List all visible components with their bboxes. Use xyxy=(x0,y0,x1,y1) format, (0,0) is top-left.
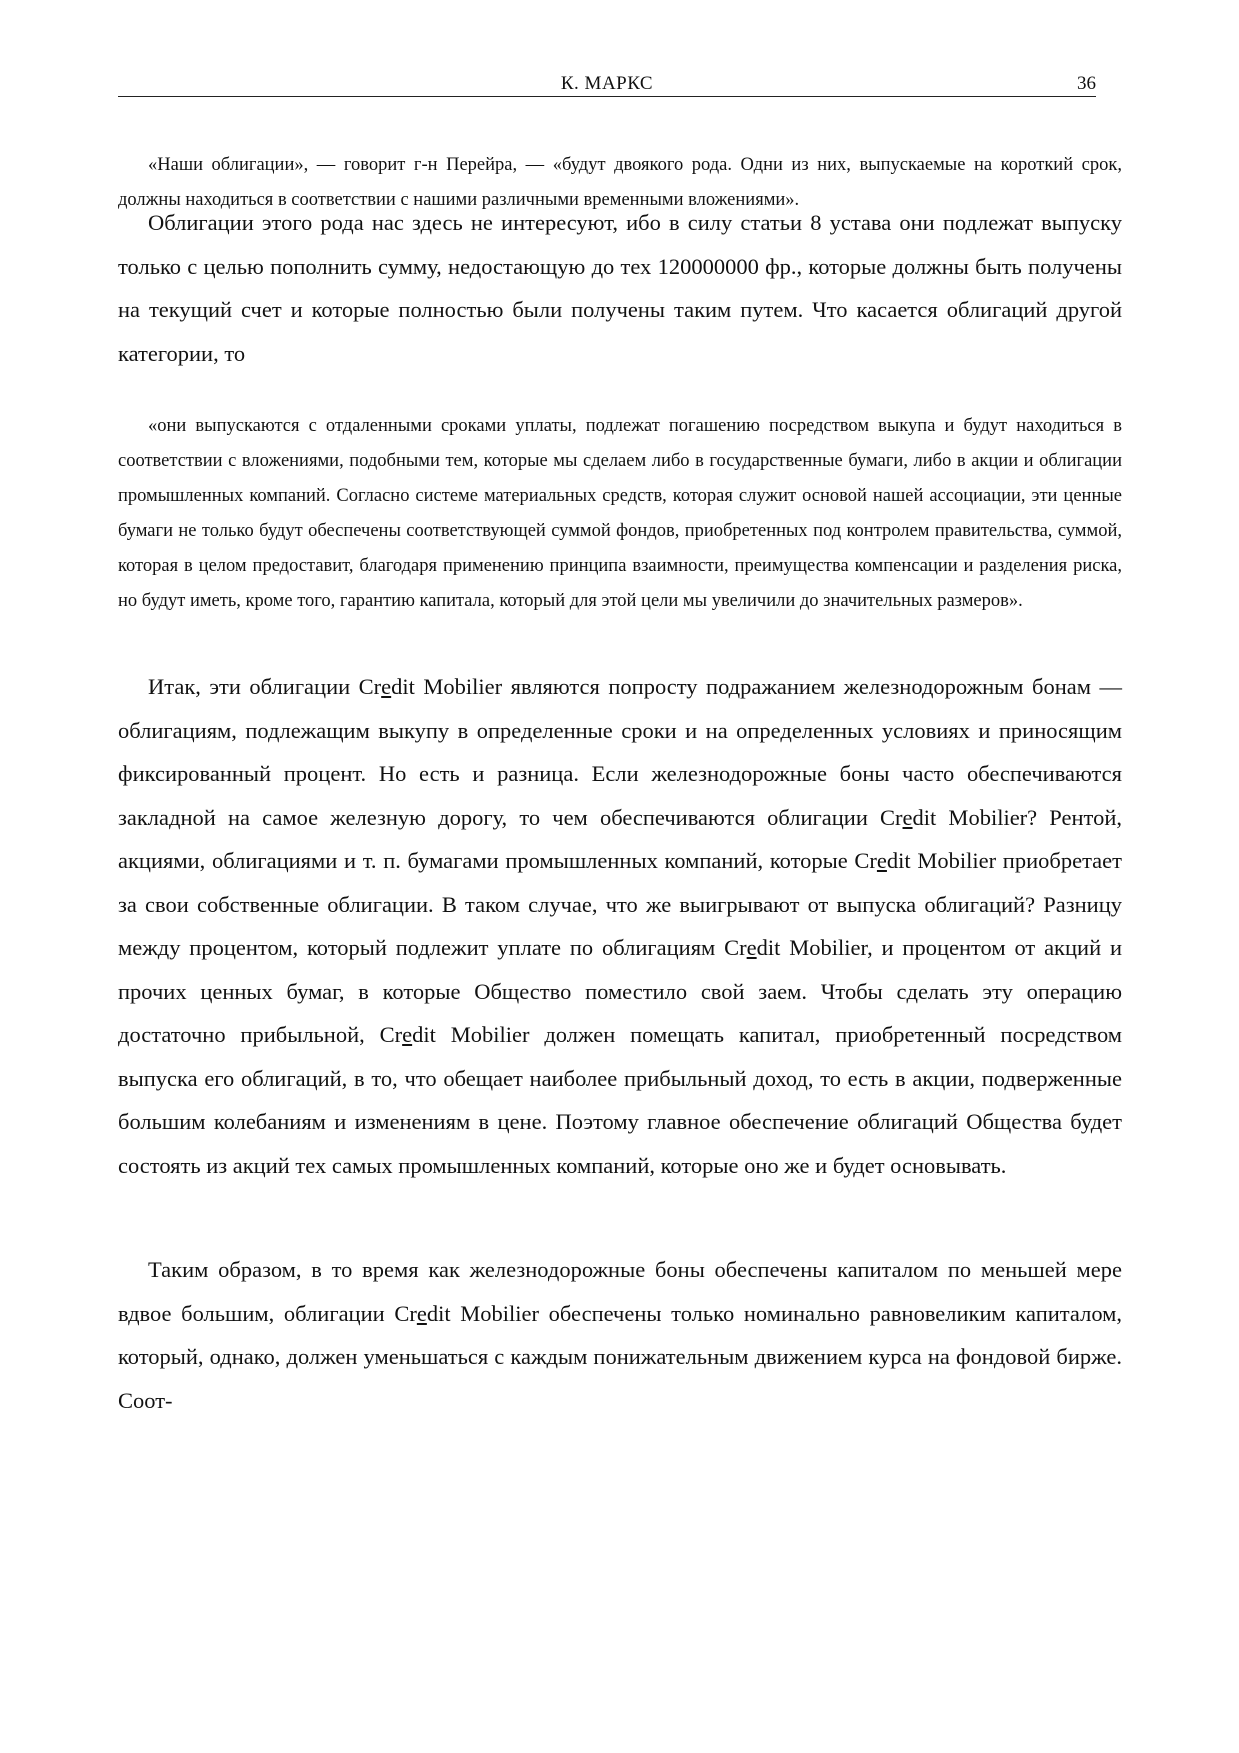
body-paragraph-2 xyxy=(118,665,1122,1187)
text-run: dit Mobilier должен помещать капитал, приобретенный посредством выпуска его облигаций, в то, что обещает наиболее прибыльный доход, то есть в акции, подверженные большим колебаниям и изменениям в цене. Поэтому главное обеспечение облигаций Общества будет состоять из акций тех самых промышленных компаний, которые оно же и будет основывать. xyxy=(118,1022,1123,1178)
paragraph-text: Облигации этого рода нас здесь не интересуют, ибо в силу статьи 8 устава они подлежат выпуску только с целью пополнить сумму, недостающую до тех 120000000 фр., которые должны быть получены на текущий счет и которые полностью были получены таким путем. Что касается облигаций другой категории, то xyxy=(118,210,1122,366)
body-paragraph-1 xyxy=(118,201,1122,375)
body-paragraph-3 xyxy=(118,1248,1122,1422)
underlined-letter: e xyxy=(746,935,757,960)
underlined-letter: e xyxy=(416,1300,427,1326)
page-number: 36 xyxy=(1077,73,1096,94)
running-header xyxy=(118,72,1096,97)
running-header-author: К. МАРКС xyxy=(560,73,654,94)
text-run: Таким образом, в то время как железнодорожные боны обеспечены капиталом по меньшей мере вдвое большим, облигации Cr xyxy=(118,1257,1122,1326)
underlined-letter: e xyxy=(381,674,392,699)
quote-paragraph: «Наши облигации», — говорит г-н Перейра, — «будут двоякого рода. Одни из них, выпускаемые на короткий срок, должны находиться в соответствии с нашими различными временными вложениями». xyxy=(118,155,1122,210)
paragraph-text xyxy=(118,1248,1122,1422)
text-run: dit Mobilier, и процентом от акций и прочих ценных бумаг, в которые Общество поместило свой заем. Чтобы сделать эту операцию достаточно прибыльной, Cr xyxy=(118,935,1122,1047)
underlined-letter: e xyxy=(902,804,913,830)
paragraph-text xyxy=(118,665,1122,1187)
text-run: dit Mobilier обеспечены только номинально равновеликим капиталом, который, однако, должен уменьшаться с каждым понижательным движением курса на фондовой бирже. Соот- xyxy=(118,1300,1122,1413)
underlined-letter: e xyxy=(402,1022,413,1047)
text-run: Итак, эти облигации Cr xyxy=(148,674,382,699)
underlined-letter: e xyxy=(876,848,887,873)
text-run: dit Mobilier? Рентой, акциями, облигациями и т. п. бумагами промышленных компаний, которые Cr xyxy=(118,804,1123,873)
quote-block-2 xyxy=(118,409,1122,619)
quote-paragraph: «они выпускаются с отдаленными сроками уплаты, подлежат погашению посредством выкупа и будут находиться в соответствии с вложениями, подобными тем, которые мы сделаем либо в государственные бумаги, либо в акции и облигации промышленных компаний. Согласно системе материальных средств, которая служит основой нашей ассоциации, эти ценные бумаги не только будут обеспечены соответствующей суммой фондов, приобретенных под контролем правительства, суммой, которая в целом предоставит, благодаря применению принципа взаимности, преимущества компенсации и разделения риска, но будут иметь, кроме того, гарантию капитала, который для этой цели мы увеличили до значительных размеров». xyxy=(118,416,1122,611)
text-run: dit Mobilier являются попросту подражанием железнодорожным бонам — облигациям, подлежащим выкупу в определенные сроки и на определенных условиях и приносящим фиксированный процент. Но есть и разница. Если железнодорожные боны часто обеспечиваются закладной на самое железную дорогу, то чем обеспечиваются облигации Cr xyxy=(118,674,1122,830)
text-run: dit Mobilier приобретает за свои собственные облигации. В таком случае, что же выигрывают от выпуска облигаций? Разницу между процентом, который подлежит уплате по облигациям Cr xyxy=(118,848,1122,960)
